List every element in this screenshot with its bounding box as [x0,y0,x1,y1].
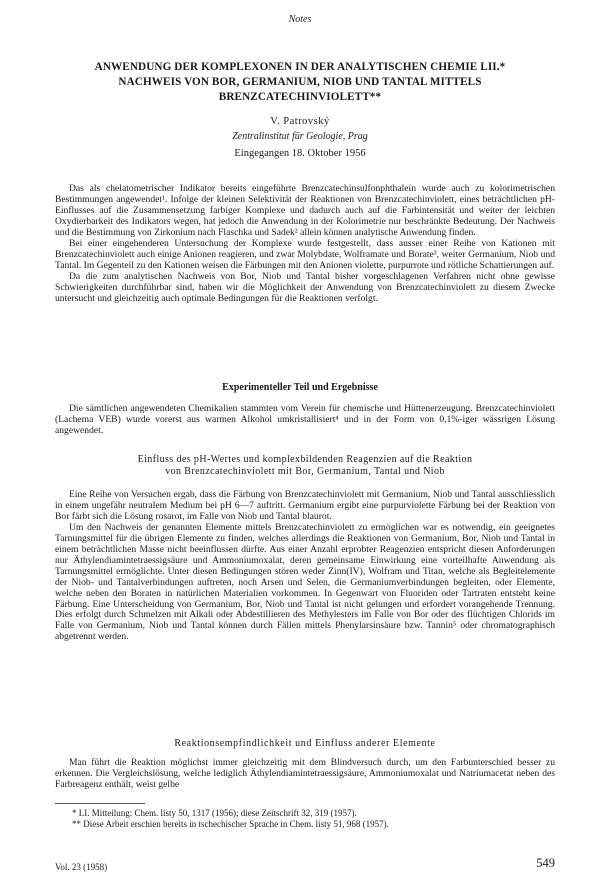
title-line: ANWENDUNG DER KOMPLEXONEN IN DER ANALYTISCHEN CHEMIE LII.* [94,61,506,73]
paragraph: Eine Reihe von Versuchen ergab, dass die Färbung von Brenzcatechinviolett mit Germanium, Niob und Tantal ausschliesslich in einem ungefähr neutralem Medium bei pH 6—7 auftritt. Germanium ergibt eine purpurviolette Färbung bei der Reaktion von Bor färbt sich die Lösung rosarot, im Falle von Niob und Tantal blaurot. [55,489,555,522]
paragraph: Die sämtlichen angewendeten Chemikalien stammten vom Verein für chemische und Hüttenerzeugung. Brenzcatechinviolett (Lachema VEB) wurde vorerst aus warmen Alkohol umkristallisiert⁴ und in der Form von 0,1%-iger wässrigen Lösung angewendet. [55,403,555,436]
intro-text [55,184,555,304]
institute: Zentralinstitut für Geologie, Prag [232,131,368,142]
title-line: BRENZCATECHINVIOLETT** [218,91,382,103]
title-line: NACHWEIS VON BOR, GERMANIUM, NIOB UND TANTAL MITTELS [118,76,482,88]
footnote: * LI. Mitteilung: Chem. listy 50, 1317 (1956); diese Zeitschrift 32, 319 (1957). [72,808,357,818]
section-text [55,404,555,437]
section-heading: Experimenteller Teil und Ergebnisse [222,382,378,393]
footnotes [72,808,552,830]
running-header: Notes [288,14,312,25]
paragraph: Da die zum analytischen Nachweis von Bor, Niob und Tantal bisher vorgeschlagenen Verfahren nicht ohne gewisse Schwierigkeiten durchführbar sind, haben wir die Möglichkeit der Anwendung von Brenzcatechinviolett zu diesem Zwecke untersucht und gleichzeitig auch optimale Bedingungen für die Reaktionen verfolgt. [55,270,555,304]
subsection-text [55,490,555,643]
footnote: ** Diese Arbeit erschien bereits in tschechischer Sprache in Chem. listy 51, 968 (1957). [72,819,389,829]
subsection-heading-line: von Brenzcatechinviolett mit Bor, Germanium, Tantal und Niob [165,465,445,477]
paragraph: Um den Nachweis der genannten Elemente mittels Brenzcatechinviolett zu ermöglichen war es notwendig, ein geeignetes Tarnungsmittel für die übrigen Elemente zu finden, welches allerdings die Reaktionen von Germanium, Bor, Niob und Tantal in einem beträchtlichen Masse nicht beeinflussen dürfte. Aus einer Anzahl erprobter Reagenzien entspricht diesen Anforderungen nur Äthylendiamintetraessigsäure und Ammoniumoxalat, deren gemeinsame Einwirkung eine vorteilhafte Anwendung als Tarnungsmittel ermöglichte. Unter diesen Bedingungen stören weder Zinn(IV), Wolfram und Titan, welche als Begleitelemente der Niob- und Tantalverbindungen auftreten, noch Arsen und Selen, die Germaniumverbindungen begleiten, oder Elemente, welche neben den Boraten in natürlichen Materialien vorkommen. In Gegenwart von Fluoriden oder Tartraten entsteht keine Färbung. Eine Unterscheidung von Germanium, Bor, Niob und Tantal ist nicht gelungen und erfordert vorangehende Trennung. Dies erfolgt durch Schmelzen mit Alkali oder Abdestillieren des Methylesters im Falle von Bor oder des flüchtigen Chlorids im Falle von Germanium, Niob und Tantal können durch Fällen mittels Phenylarsinsäure bzw. Tannin⁵ oder chromatographisch abgetrennt werden. [55,521,555,643]
received-date: Eingegangen 18. Oktober 1956 [234,148,366,159]
subsection-text [55,758,555,791]
article-title [40,60,560,105]
footnote-divider [55,803,145,804]
paragraph: Das als chelatometrischer Indikator bereits eingeführte Brenzcatechinsulfonphthalein wurde auch zu kolorimetrischen Bestimmungen angewendet¹. Infolge der kleinen Selektivität der Reaktionen von Brenzcatechinviolett, eines beträchtlichen pH-Einflusses auf die Zusammensetzung farbiger Komplexe und dadurch auch auf die Farbintensität und weiter der leichten Oxydierbarkeit des Indikators wegen, hat jedoch die Anwendung in der Kolorimetrie nur beschränkte Bedeutung. Der Nachweis und die Bestimmung von Zirkonium nach Flaschka und Sadek² allein können analytische Anwendung finden. [55,183,555,238]
subsection-heading: Reaktionsempfindlichkeit und Einfluss anderer Elemente [174,738,436,749]
subsection-heading-line: Einfluss des pH-Wertes und komplexbildenden Reagenzien auf die Reaktion [137,454,473,465]
author: V. Patrovský [270,116,330,127]
paragraph: Bei einer eingehenderen Untersuchung der Komplexe wurde festgestellt, dass ausser einer Reihe von Kationen mit Brenzcatechinviolett auch einige Anionen reagieren, und zwar Molybdate, Wolframate und Borate³, weiter Germanium, Niob und Tantal. Im Gegenteil zu den Kationen weisen die Färbungen mit den Anionen violette, purpurrote und rötliche Schattierungen auf. [55,237,555,271]
page-number: 549 [536,856,555,870]
volume-label: Vol. 23 (1958) [55,862,108,872]
subsection-heading [55,454,555,477]
paragraph: Man führt die Reaktion möglichst immer gleichzeitig mit dem Blindversuch durch, um den Farbunterschied besser zu erkennen. Die Vergleichslösung, welche lediglich Äthylendiamintetraessigsäure, Ammoniumoxalat und Natriumacetat neben des Farbreagenz enthält, weist gelbe [55,757,555,790]
